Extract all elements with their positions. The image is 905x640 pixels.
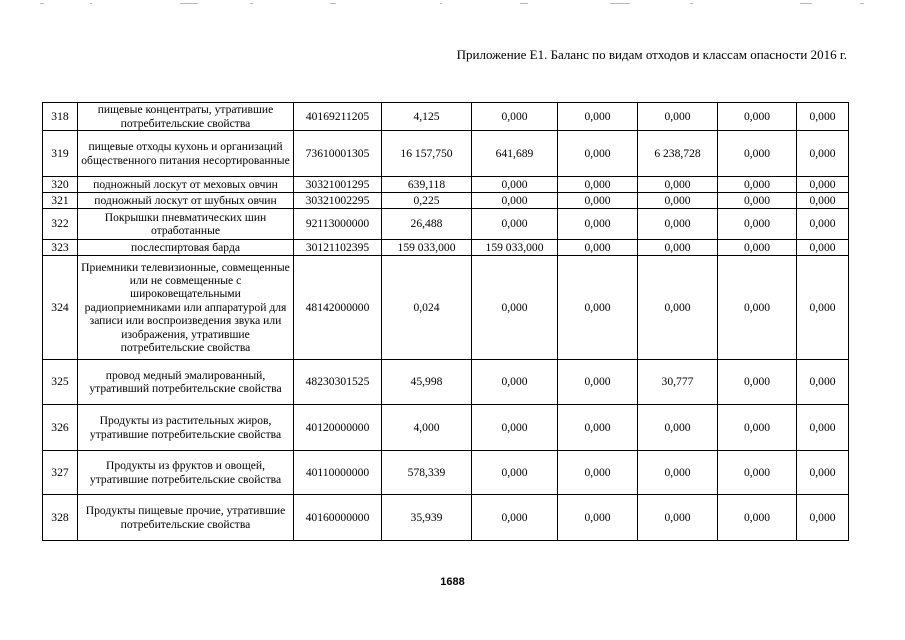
value-cell: 0,000 [558, 209, 638, 240]
value-cell: 45,998 [382, 360, 472, 405]
value-cell: 0,000 [472, 405, 558, 451]
value-cell: 0,000 [718, 131, 797, 177]
value-cell: 0,000 [558, 451, 638, 495]
value-cell: 0,000 [718, 360, 797, 405]
row-number-cell: 323 [43, 240, 78, 256]
table-row [43, 405, 849, 451]
value-cell: 0,000 [558, 193, 638, 209]
value-cell: 0,000 [472, 193, 558, 209]
row-number-cell: 319 [43, 131, 78, 177]
value-cell: 0,000 [718, 193, 797, 209]
row-number-cell: 328 [43, 495, 78, 541]
value-cell: 0,000 [638, 240, 718, 256]
value-cell: 26,488 [382, 209, 472, 240]
row-number-cell: 320 [43, 177, 78, 193]
fkko-code-cell: 30321002295 [294, 193, 382, 209]
waste-name-cell: подножный лоскут от меховых овчин [78, 177, 294, 193]
value-cell: 159 033,000 [472, 240, 558, 256]
table-row [43, 256, 849, 360]
value-cell: 0,000 [472, 256, 558, 360]
table-row [43, 360, 849, 405]
value-cell: 0,000 [638, 256, 718, 360]
waste-balance-table [42, 102, 849, 541]
row-number-cell: 327 [43, 451, 78, 495]
row-number-cell: 324 [43, 256, 78, 360]
value-cell: 0,000 [558, 103, 638, 131]
value-cell: 0,000 [797, 209, 849, 240]
value-cell: 0,000 [797, 360, 849, 405]
value-cell: 4,000 [382, 405, 472, 451]
row-number-cell: 325 [43, 360, 78, 405]
waste-name-cell: пищевые отходы кухонь и организаций общественного питания несортированные [78, 131, 294, 177]
value-cell: 0,000 [558, 240, 638, 256]
value-cell: 0,000 [718, 240, 797, 256]
value-cell: 0,000 [797, 177, 849, 193]
value-cell: 0,225 [382, 193, 472, 209]
waste-name-cell: провод медный эмалированный, утративший потребительские свойства [78, 360, 294, 405]
value-cell: 0,000 [558, 131, 638, 177]
fkko-code-cell: 30121102395 [294, 240, 382, 256]
value-cell: 0,000 [797, 495, 849, 541]
value-cell: 0,000 [472, 177, 558, 193]
value-cell: 0,000 [472, 451, 558, 495]
fkko-code-cell: 92113000000 [294, 209, 382, 240]
fkko-code-cell: 40160000000 [294, 495, 382, 541]
value-cell: 0,000 [472, 209, 558, 240]
value-cell: 639,118 [382, 177, 472, 193]
fkko-code-cell: 30321001295 [294, 177, 382, 193]
value-cell: 0,000 [797, 405, 849, 451]
value-cell: 0,000 [472, 495, 558, 541]
value-cell: 0,000 [797, 256, 849, 360]
table-row [43, 209, 849, 240]
value-cell: 0,000 [638, 405, 718, 451]
value-cell: 35,939 [382, 495, 472, 541]
value-cell: 0,000 [797, 103, 849, 131]
value-cell: 0,000 [718, 451, 797, 495]
value-cell: 0,000 [718, 405, 797, 451]
value-cell: 16 157,750 [382, 131, 472, 177]
value-cell: 0,000 [558, 360, 638, 405]
row-number-cell: 326 [43, 405, 78, 451]
value-cell: 0,000 [718, 495, 797, 541]
fkko-code-cell: 40110000000 [294, 451, 382, 495]
table-row [43, 451, 849, 495]
fkko-code-cell: 40120000000 [294, 405, 382, 451]
table-row [43, 495, 849, 541]
value-cell: 6 238,728 [638, 131, 718, 177]
table-body [43, 103, 849, 541]
value-cell: 0,000 [638, 495, 718, 541]
value-cell: 0,000 [718, 103, 797, 131]
value-cell: 0,000 [558, 177, 638, 193]
table-row [43, 131, 849, 177]
value-cell: 0,000 [472, 360, 558, 405]
fkko-code-cell: 48230301525 [294, 360, 382, 405]
waste-name-cell: Продукты из фруктов и овощей, утратившие потребительские свойства [78, 451, 294, 495]
value-cell: 30,777 [638, 360, 718, 405]
fkko-code-cell: 40169211205 [294, 103, 382, 131]
fkko-code-cell: 48142000000 [294, 256, 382, 360]
scan-artifact-dots [0, 0, 905, 10]
value-cell: 0,000 [718, 177, 797, 193]
waste-name-cell: пищевые концентраты, утратившие потребительские свойства [78, 103, 294, 131]
waste-name-cell: Покрышки пневматических шин отработанные [78, 209, 294, 240]
value-cell: 0,024 [382, 256, 472, 360]
value-cell: 0,000 [638, 193, 718, 209]
value-cell: 0,000 [558, 405, 638, 451]
value-cell: 0,000 [558, 256, 638, 360]
row-number-cell: 318 [43, 103, 78, 131]
value-cell: 159 033,000 [382, 240, 472, 256]
waste-name-cell: подножный лоскут от шубных овчин [78, 193, 294, 209]
value-cell: 578,339 [382, 451, 472, 495]
table-row [43, 177, 849, 193]
waste-name-cell: Приемники телевизионные, совмещенные или не совмещенные с широковещательными радиоприемниками или аппаратурой для записи или воспроизведения звука или изображения, утратившие потребительские свойства [78, 256, 294, 360]
value-cell: 0,000 [638, 451, 718, 495]
page-header-title: Приложение Е1. Баланс по видам отходов и классам опасности 2016 г. [456, 47, 847, 62]
table-row [43, 103, 849, 131]
value-cell: 0,000 [718, 256, 797, 360]
value-cell: 0,000 [797, 193, 849, 209]
value-cell: 0,000 [718, 209, 797, 240]
value-cell: 0,000 [797, 240, 849, 256]
value-cell: 0,000 [472, 103, 558, 131]
value-cell: 0,000 [638, 103, 718, 131]
row-number-cell: 321 [43, 193, 78, 209]
table-row [43, 240, 849, 256]
page-number: 1688 [440, 576, 465, 588]
row-number-cell: 322 [43, 209, 78, 240]
value-cell: 0,000 [797, 451, 849, 495]
waste-name-cell: Продукты из растительных жиров, утратившие потребительские свойства [78, 405, 294, 451]
value-cell: 0,000 [558, 495, 638, 541]
value-cell: 0,000 [797, 131, 849, 177]
value-cell: 641,689 [472, 131, 558, 177]
value-cell: 4,125 [382, 103, 472, 131]
value-cell: 0,000 [638, 209, 718, 240]
table-row [43, 193, 849, 209]
waste-name-cell: Продукты пищевые прочие, утратившие потребительские свойства [78, 495, 294, 541]
fkko-code-cell: 73610001305 [294, 131, 382, 177]
value-cell: 0,000 [638, 177, 718, 193]
waste-name-cell: послеспиртовая барда [78, 240, 294, 256]
